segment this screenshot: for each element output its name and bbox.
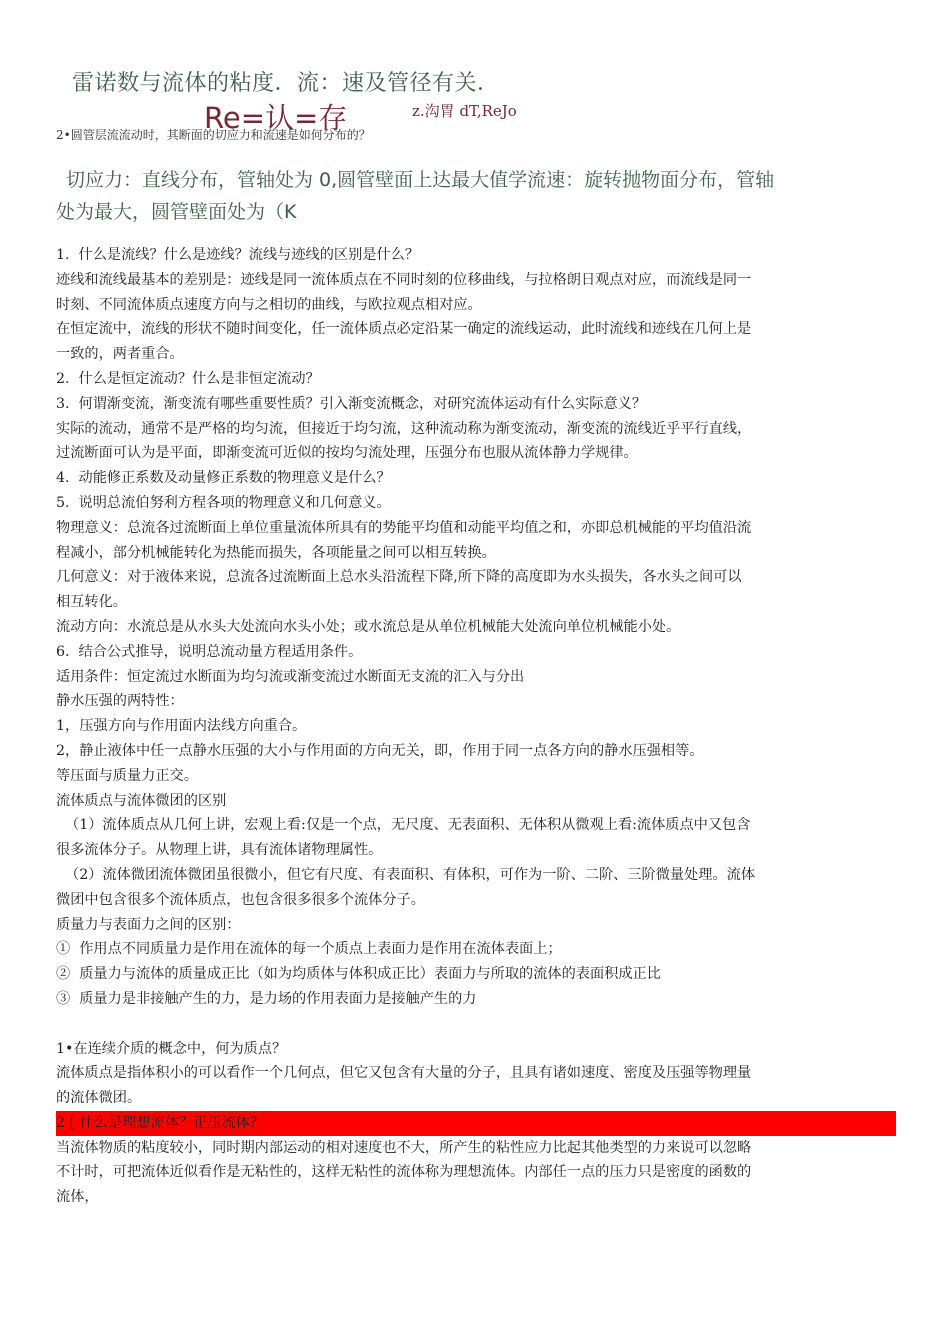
- text-line: 几何意义：对于液体来说，总流各过流断面上总水头沿流程下降,所下降的高度即为水头损失，各水头之间可以: [56, 569, 742, 586]
- question-2: 2•圆管层流流动时，其断面的切应力和流速是如何分布的？: [56, 128, 371, 142]
- text-line: 微团中包含很多个流体质点，也包含很多很多个流体分子。: [56, 891, 425, 908]
- text-line: 流体质点是指体积小的可以看作一个几何点，但它又包含有大量的分子，且具有诸如速度、密度及压强等物理量: [56, 1065, 752, 1082]
- document-body: [56, 243, 896, 1210]
- reynolds-formula: Re=认=存: [204, 101, 348, 135]
- text-line: 程减小，部分机械能转化为热能而损失，各项能量之间可以相互转换。: [56, 544, 496, 561]
- text-line: 流动方向：水流总是从水头大处流向水头小处；或水流总是从单位机械能大处流向单位机械能小处。: [56, 618, 681, 635]
- text-line: 的流体微团。: [56, 1090, 142, 1107]
- text-line: 1•在连续介质的概念中，何为质点？: [56, 1040, 287, 1057]
- text-line: 过流断面可认为是平面，即渐变流可近似的按均匀流处理，压强分布也服从流体静力学规律。: [56, 445, 638, 462]
- answer-line-1: 切应力：直线分布，管轴处为 0,圆管壁面上达最大值学流速：旋转抛物面分布，管轴: [66, 169, 775, 191]
- text-line: （2）流体微团流体微团虽很微小，但它有尺度、有表面积、有体积，可作为一阶、二阶、三阶微量处理。流体: [56, 866, 756, 883]
- text-line: 相互转化。: [56, 594, 127, 611]
- text-line: 流体，: [56, 1189, 99, 1206]
- text-line: 等压面与质量力正交。: [56, 767, 198, 784]
- text-line: 2，静止液体中任一点静水压强的大小与作用面的方向无关，即，作用于同一点各方向的静水压强相等。: [56, 742, 704, 759]
- text-line: 时刻、不同流体质点速度方向与之相切的曲线，与欧拉观点相对应。: [56, 296, 482, 313]
- text-line: 1. 什么是流线？什么是迹线？流线与迹线的区别是什么？: [56, 247, 420, 263]
- formula-note: z.沟胃 dT,ReJo: [412, 102, 517, 120]
- text-line: 6. 结合公式推导，说明总流动量方程适用条件。: [56, 643, 363, 660]
- text-line: 2. 什么是恒定流动？什么是非恒定流动？: [56, 370, 320, 387]
- text-line: 质量力与表面力之间的区别：: [56, 916, 241, 933]
- answer-line-2: 处为最大，圆管壁面处为（K: [56, 201, 297, 223]
- page-heading: 雷诺数与流体的粘度．流：速及管径有关．: [72, 71, 500, 96]
- highlighted-question: 2 [ 什么是理想流体？正压流体？: [56, 1111, 896, 1136]
- answer-block: [56, 164, 896, 228]
- text-line: 物理意义：总流各过流断面上单位重量流体所具有的势能平均值和动能平均值之和，亦即总机械能的平均值沿流: [56, 519, 752, 536]
- text-line: 静水压强的两特性：: [56, 693, 184, 710]
- text-line: （1）流体质点从几何上讲，宏观上看:仅是一个点，无尺度、无表面积、无体积从微观上看:流体质点中又包含: [56, 817, 751, 834]
- text-line: ② 质量力与流体的质量成正比（如为均质体与体积成正比）表面力与所取的流体的表面积成正比: [56, 966, 661, 983]
- text-line: 流体质点与流体微团的区别: [56, 792, 227, 809]
- text-line: ③ 质量力是非接触产生的力，是力场的作用表面力是接触产生的力: [56, 990, 477, 1007]
- text-line: 在恒定流中，流线的形状不随时间变化，任一流体质点必定沿某一确定的流线运动，此时流线和迹线在几何上是: [56, 321, 752, 338]
- text-line: 迹线和流线最基本的差别是：迹线是同一流体质点在不同时刻的位移曲线，与拉格朗日观点对应，而流线是同一: [56, 271, 752, 288]
- text-line: 不计时，可把流体近似看作是无粘性的，这样无粘性的流体称为理想流体。内部任一点的压力只是密度的函数的: [56, 1164, 752, 1181]
- text-line: [56, 1012, 896, 1037]
- text-line: 4. 动能修正系数及动量修正系数的物理意义是什么？: [56, 470, 391, 487]
- text-line: 实际的流动，通常不是严格的均匀流，但接近于均匀流，这种流动称为渐变流动，渐变流的流线近乎平行直线，: [56, 420, 752, 437]
- text-line: 当流体物质的粘度较小，同时期内部运动的相对速度也不大，所产生的粘性应力比起其他类型的力来说可以忽略: [56, 1139, 752, 1156]
- text-line: 很多流体分子。从物理上讲，具有流体诸物理属性。: [56, 842, 383, 859]
- text-line: 3. 何谓渐变流，渐变流有哪些重要性质？引入渐变流概念，对研究流体运动有什么实际意义？: [56, 395, 647, 412]
- text-line: ① 作用点不同质量力是作用在流体的每一个质点上表面力是作用在流体表面上；: [56, 941, 562, 958]
- text-line: 一致的，两者重合。: [56, 346, 184, 363]
- text-line: 适用条件：恒定流过水断面为均匀流或渐变流过水断面无支流的汇入与分出: [56, 668, 525, 685]
- text-line: 5. 说明总流伯努利方程各项的物理意义和几何意义。: [56, 494, 391, 511]
- text-line: 1，压强方向与作用面内法线方向重合。: [56, 718, 307, 735]
